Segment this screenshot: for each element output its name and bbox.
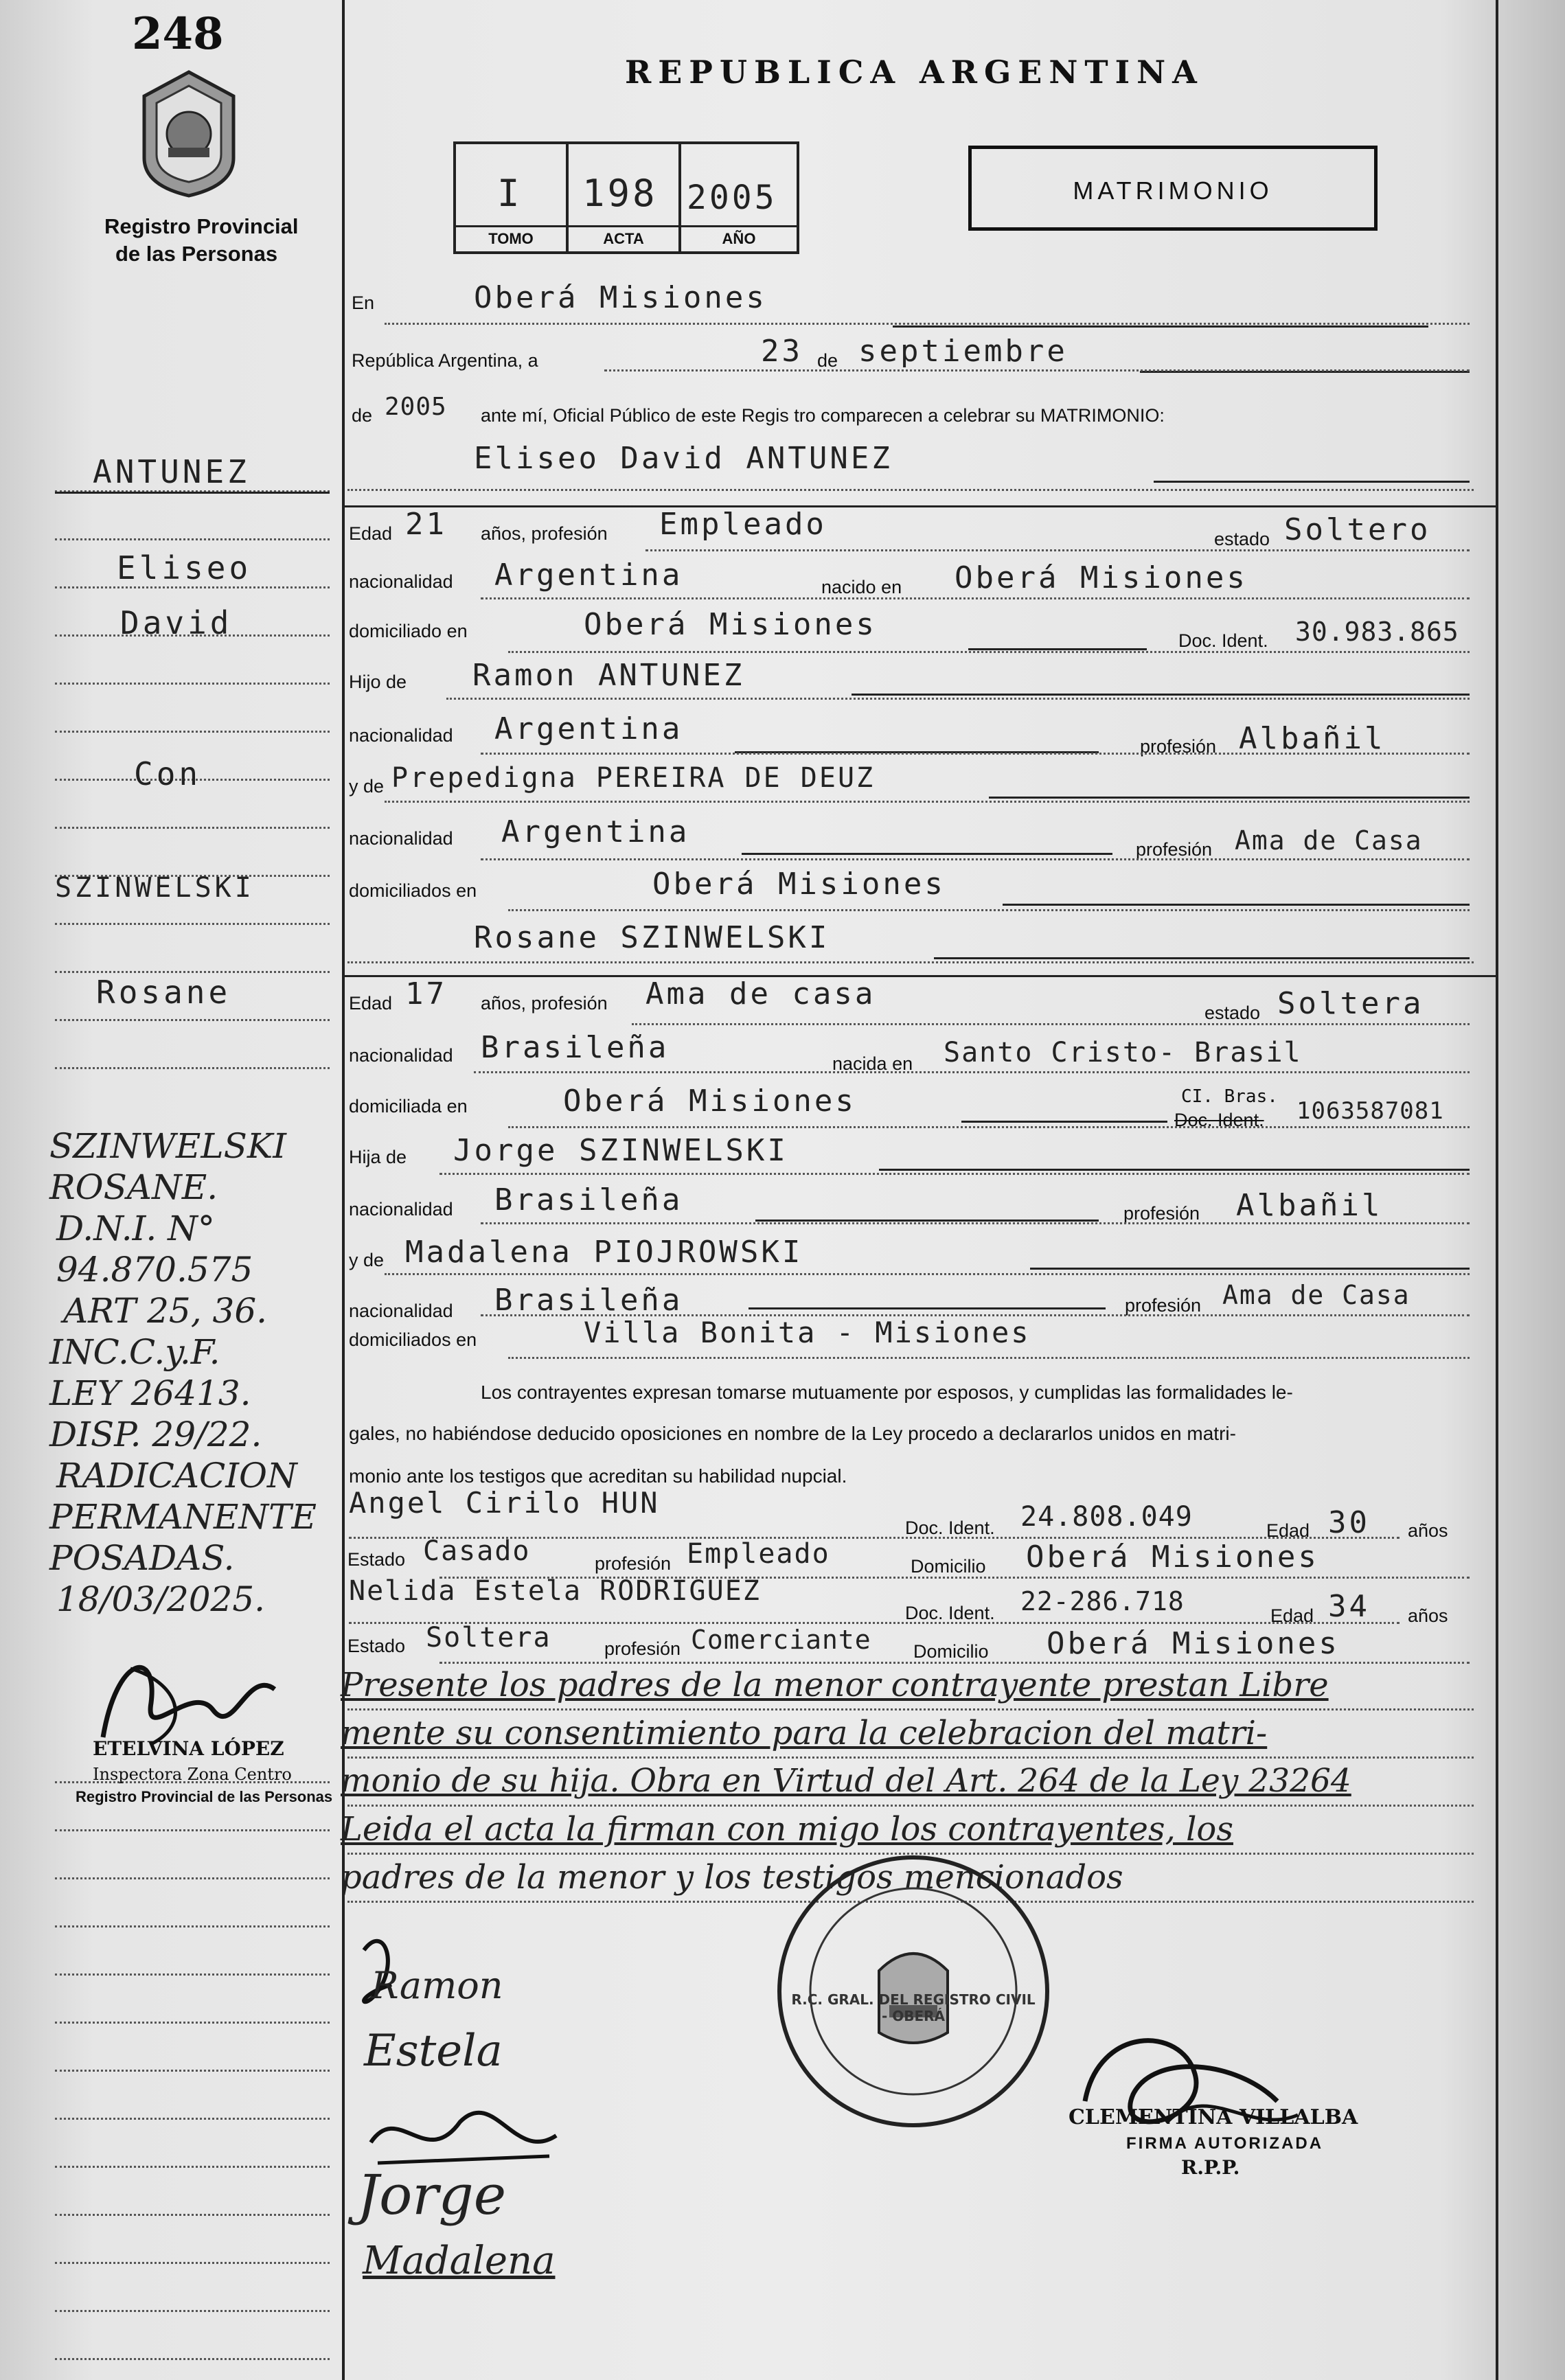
fill-line: [989, 797, 1470, 799]
bride-nationality: Brasileña: [481, 1030, 670, 1065]
margin-line: [55, 2262, 330, 2264]
groom-anos-label: años, profesión: [481, 523, 608, 544]
fill-dots: [347, 1805, 1474, 1807]
margin-line: [55, 1829, 330, 1831]
fill-dots: [385, 323, 1470, 325]
groom-madre-prof-label: profesión: [1136, 839, 1213, 860]
inspector-title: Inspectora Zona Centro: [93, 1765, 292, 1784]
bride-father-nationality: Brasileña: [494, 1182, 683, 1217]
margin-line: [55, 2070, 330, 2072]
annotation-line: PERMANENTE: [49, 1497, 317, 1537]
fill-line: [879, 1169, 1470, 1171]
witness1-prof-label: profesión: [595, 1553, 672, 1574]
fill-dots: [481, 1222, 1470, 1224]
witness1-status: Casado: [423, 1535, 531, 1567]
bride-nacida-label: nacida en: [832, 1053, 913, 1074]
witness1-estado-label: Estado: [347, 1549, 406, 1570]
bride-mother-profession: Ama de Casa: [1222, 1280, 1410, 1310]
witness2-estado-label: Estado: [347, 1636, 406, 1656]
fill-line: [1154, 481, 1470, 483]
bride-madre-nac-label: nacionalidad: [349, 1301, 453, 1321]
bride-padre-nac-label: nacionalidad: [349, 1199, 453, 1220]
annotation-line: 94.870.575: [56, 1250, 253, 1290]
margin-line: [55, 1973, 330, 1976]
groom-mother-profession: Ama de Casa: [1235, 825, 1423, 856]
groom-padre-nac-label: nacionalidad: [349, 725, 453, 746]
inspector-office: Registro Provincial de las Personas: [76, 1788, 333, 1805]
witness1-edad-label: Edad: [1266, 1520, 1310, 1541]
witness2-doc: 22-286.718: [1020, 1586, 1185, 1616]
bride-padre-prof-label: profesión: [1123, 1203, 1200, 1224]
margin-con: Con: [134, 755, 202, 792]
bride-domicile: Oberá Misiones: [563, 1084, 856, 1119]
groom-status: Soltero: [1284, 512, 1431, 547]
official-title: FIRMA AUTORIZADA: [1126, 2134, 1324, 2153]
margin-line: [55, 971, 330, 973]
bride-birthplace: Santo Cristo- Brasil: [944, 1037, 1302, 1068]
fill-dots: [385, 1273, 1470, 1275]
witness2-edad-label: Edad: [1270, 1605, 1314, 1626]
groom-padres-dom-label: domiciliados en: [349, 880, 477, 901]
bride-doc: 1063587081: [1296, 1097, 1444, 1125]
witness2-status: Soltera: [426, 1622, 551, 1654]
groom-nac-label: nacionalidad: [349, 571, 453, 592]
fill-line: [742, 853, 1112, 855]
signature-ramon: Ramon: [371, 1964, 503, 2007]
bride-madre-prof-label: profesión: [1125, 1295, 1202, 1316]
margin-bride-first: Rosane: [96, 974, 231, 1011]
tomo-cell: [456, 144, 569, 251]
margin-line: [55, 2166, 330, 2168]
declaration-line2: gales, no habiéndose deducido oposiciones en nombre de la Ley procedo a declararlos unidos en matri-: [349, 1423, 1236, 1444]
witness1-doc-label: Doc. Ident.: [905, 1518, 995, 1538]
note-line: Leida el acta la firman con migo los contrayentes, los: [341, 1810, 1233, 1849]
margin-line: [55, 1877, 330, 1879]
registry-box: [453, 141, 799, 254]
groom-madre-nac-label: nacionalidad: [349, 828, 453, 849]
annotation-line: INC.C.y.F.: [49, 1332, 220, 1372]
fill-dots: [385, 801, 1470, 803]
fill-dots: [347, 1708, 1474, 1710]
acta-label: ACTA: [569, 225, 678, 248]
anio-value: 2005: [687, 179, 777, 217]
bride-mother-nationality: Brasileña: [494, 1283, 683, 1318]
margin-line: [55, 2022, 330, 2024]
right-border: [1496, 0, 1498, 2380]
section-rule: [345, 505, 1496, 507]
signature-madalena: Madalena: [363, 2239, 556, 2283]
witness1-name: Angel Cirilo HUN: [349, 1486, 660, 1520]
witness2-dom-label: Domicilio: [913, 1641, 989, 1662]
groom-nacido-label: nacido en: [821, 577, 902, 597]
ante-text: ante mí, Oficial Público de este Regis tro comparecen a celebrar su MATRIMONIO:: [481, 405, 1165, 426]
groom-doc-label: Doc. Ident.: [1178, 630, 1268, 651]
fill-dots: [508, 909, 1470, 911]
bride-nac-label: nacionalidad: [349, 1045, 453, 1066]
fill-line: [893, 325, 1428, 328]
bride-father: Jorge SZINWELSKI: [453, 1133, 788, 1168]
groom-father: Ramon ANTUNEZ: [472, 658, 745, 693]
groom-parents-domicile: Oberá Misiones: [652, 867, 946, 902]
fill-dots: [508, 651, 1470, 653]
matrimonio-box: [968, 146, 1378, 231]
groom-estado-label: estado: [1214, 529, 1270, 549]
note-line: mente su consentimiento para la celebracion del matri-: [341, 1714, 1268, 1752]
margin-bride-surname: SZINWELSKI: [55, 872, 255, 904]
groom-name: Eliseo David ANTUNEZ: [474, 441, 893, 476]
note-line: monio de su hija. Obra en Virtud del Art. 264 de la Ley 23264: [341, 1762, 1351, 1800]
acta-value: 198: [582, 172, 658, 215]
marriage-place: Oberá Misiones: [474, 280, 767, 315]
groom-hijo-label: Hijo de: [349, 672, 407, 692]
note-line: Presente los padres de la menor contrayente prestan Libre: [341, 1666, 1329, 1704]
acta-cell: [569, 144, 681, 251]
de-label-1: de: [817, 350, 838, 371]
document-title: REPUBLICA ARGENTINA: [625, 54, 1204, 91]
annotation-line: POSADAS.: [49, 1538, 235, 1578]
fill-line: [749, 1307, 1106, 1309]
fill-line: [1030, 1268, 1470, 1270]
official-name: CLEMENTINA VILLALBA: [1069, 2105, 1358, 2129]
witness2-profession: Comerciante: [691, 1625, 871, 1655]
bride-doc-label: Doc. Ident.: [1174, 1110, 1264, 1130]
bride-profession: Ama de casa: [646, 976, 876, 1011]
declaration-line1: Los contrayentes expresan tomarse mutuamente por esposos, y cumplidas las formalidades le-: [481, 1382, 1293, 1403]
annotation-line: RADICACION: [56, 1456, 297, 1496]
fill-dots: [347, 489, 1474, 491]
bride-anos-label: años, profesión: [481, 993, 608, 1014]
witness1-domicile: Oberá Misiones: [1026, 1540, 1319, 1575]
witness2-domicile: Oberá Misiones: [1047, 1626, 1340, 1661]
margin-groom-surname: ANTUNEZ: [93, 453, 250, 490]
signature-estela: Estela: [364, 2026, 503, 2076]
margin-line: [55, 1019, 330, 1021]
groom-nationality: Argentina: [494, 558, 683, 593]
tomo-label: TOMO: [456, 225, 566, 248]
margin-line: [55, 538, 330, 540]
bride-yde-label: y de: [349, 1250, 385, 1270]
groom-profession: Empleado: [659, 507, 827, 542]
margin-line: [55, 827, 330, 829]
groom-mother: Prepedigna PEREIRA DE DEUZ: [391, 762, 876, 794]
margin-divider: [342, 0, 345, 2380]
folio-number: 248: [132, 8, 224, 60]
margin-line: [55, 2358, 330, 2360]
bride-age: 17: [405, 976, 447, 1011]
fill-dots: [446, 698, 1470, 700]
groom-age: 21: [405, 507, 447, 542]
bride-status: Soltera: [1277, 986, 1424, 1021]
fill-dots: [439, 1662, 1470, 1664]
groom-edad-label: Edad: [349, 523, 393, 544]
annotation-line: ROSANE.: [49, 1167, 218, 1207]
margin-line: [55, 731, 330, 733]
witness1-dom-label: Domicilio: [911, 1556, 986, 1577]
witness1-age: 30: [1328, 1505, 1370, 1540]
margin-line: [55, 1925, 330, 1927]
fill-dots: [474, 1071, 1470, 1073]
fill-dots: [646, 549, 1470, 551]
groom-mother-nationality: Argentina: [501, 814, 690, 849]
signature-jorge: Jorge: [357, 2163, 507, 2227]
witness2-name: Nelida Estela RODRIGUEZ: [349, 1575, 761, 1607]
fill-line: [755, 1220, 1099, 1222]
fill-dots: [347, 1757, 1474, 1759]
annotation-line: LEY 26413.: [49, 1373, 251, 1413]
groom-father-profession: Albañil: [1239, 721, 1386, 756]
fill-dots: [508, 1357, 1470, 1359]
groom-father-nationality: Argentina: [494, 711, 683, 746]
bride-name: Rosane SZINWELSKI: [474, 920, 830, 955]
fill-dots: [481, 597, 1470, 599]
margin-groom-middle: David: [120, 604, 233, 641]
bride-doc-prefix: CI. Bras.: [1181, 1086, 1278, 1107]
marriage-day: 23: [761, 334, 803, 369]
groom-domicile: Oberá Misiones: [584, 607, 877, 642]
anio-cell: [681, 144, 797, 251]
margin-line: [55, 2214, 330, 2216]
bride-hija-label: Hija de: [349, 1147, 407, 1167]
witness2-anos-label: años: [1408, 1605, 1448, 1626]
fill-dots: [347, 961, 1474, 963]
margin-line: [55, 2118, 330, 2120]
witness2-doc-label: Doc. Ident.: [905, 1603, 995, 1623]
fill-line: [968, 648, 1147, 650]
annotation-line: D.N.I. N°: [56, 1209, 215, 1248]
fill-line: [852, 694, 1470, 696]
margin-line: [55, 1067, 330, 1069]
margin-line: [55, 2310, 330, 2312]
stamp-text: R.C. GRAL. DEL REGISTRO CIVIL - OBERÁ: [791, 1991, 1036, 2024]
marriage-month: septiembre: [858, 334, 1068, 369]
fill-line: [934, 957, 1470, 959]
matrimonio-label: MATRIMONIO: [1073, 176, 1273, 205]
fill-line: [961, 1121, 1167, 1123]
annotation-line: SZINWELSKI: [49, 1126, 286, 1166]
groom-doc: 30.983.865: [1295, 617, 1459, 647]
witness1-doc: 24.808.049: [1020, 1501, 1193, 1533]
provincial-seal-icon: [137, 69, 240, 199]
bride-edad-label: Edad: [349, 993, 393, 1014]
bride-estado-label: estado: [1204, 1003, 1261, 1023]
fill-dots: [439, 1173, 1470, 1175]
section-rule: [345, 975, 1496, 977]
registry-name-line1: Registro Provincial: [104, 214, 299, 238]
de-label-2: de: [352, 405, 373, 426]
fill-dots: [508, 1126, 1470, 1128]
rep-label: República Argentina, a: [352, 350, 538, 371]
note-line: padres de la menor y los testigos mencionados: [341, 1858, 1123, 1897]
margin-underline: [55, 492, 330, 494]
margin-line: [55, 586, 330, 588]
annotation-line: ART 25, 36.: [63, 1291, 268, 1331]
bride-parents-domicile: Villa Bonita - Misiones: [584, 1316, 1031, 1349]
inspector-name: ETELVINA LÓPEZ: [93, 1737, 284, 1760]
registry-name-line2: de las Personas: [115, 242, 278, 266]
en-label: En: [352, 293, 375, 313]
fill-dots: [604, 369, 1470, 371]
bride-father-profession: Albañil: [1236, 1188, 1383, 1223]
official-office: R.P.P.: [1181, 2156, 1240, 2179]
margin-line: [55, 683, 330, 685]
groom-birthplace: Oberá Misiones: [955, 560, 1248, 595]
marriage-year: 2005: [385, 393, 447, 421]
fill-dots: [632, 1023, 1470, 1025]
fill-dots: [481, 753, 1470, 755]
bride-dom-label: domiciliada en: [349, 1096, 468, 1117]
annotation-line: DISP. 29/22.: [49, 1415, 262, 1454]
witness2-age: 34: [1328, 1589, 1370, 1624]
margin-line: [55, 923, 330, 925]
bride-mother: Madalena PIOJROWSKI: [405, 1235, 803, 1270]
annotation-line: 18/03/2025.: [56, 1579, 266, 1619]
witness1-anos-label: años: [1408, 1520, 1448, 1541]
fill-dots: [481, 858, 1470, 860]
groom-yde-label: y de: [349, 776, 385, 797]
declaration-line3: monio ante los testigos que acreditan su habilidad nupcial.: [349, 1465, 847, 1487]
bride-padres-dom-label: domiciliados en: [349, 1329, 477, 1350]
groom-padre-prof-label: profesión: [1140, 736, 1217, 757]
anio-label: AÑO: [681, 225, 797, 248]
groom-dom-label: domiciliado en: [349, 621, 468, 641]
witness1-profession: Empleado: [687, 1538, 830, 1570]
fill-line: [1003, 904, 1470, 906]
witness2-prof-label: profesión: [604, 1638, 681, 1659]
margin-groom-first: Eliseo: [117, 549, 252, 586]
tomo-value: I: [497, 172, 523, 215]
